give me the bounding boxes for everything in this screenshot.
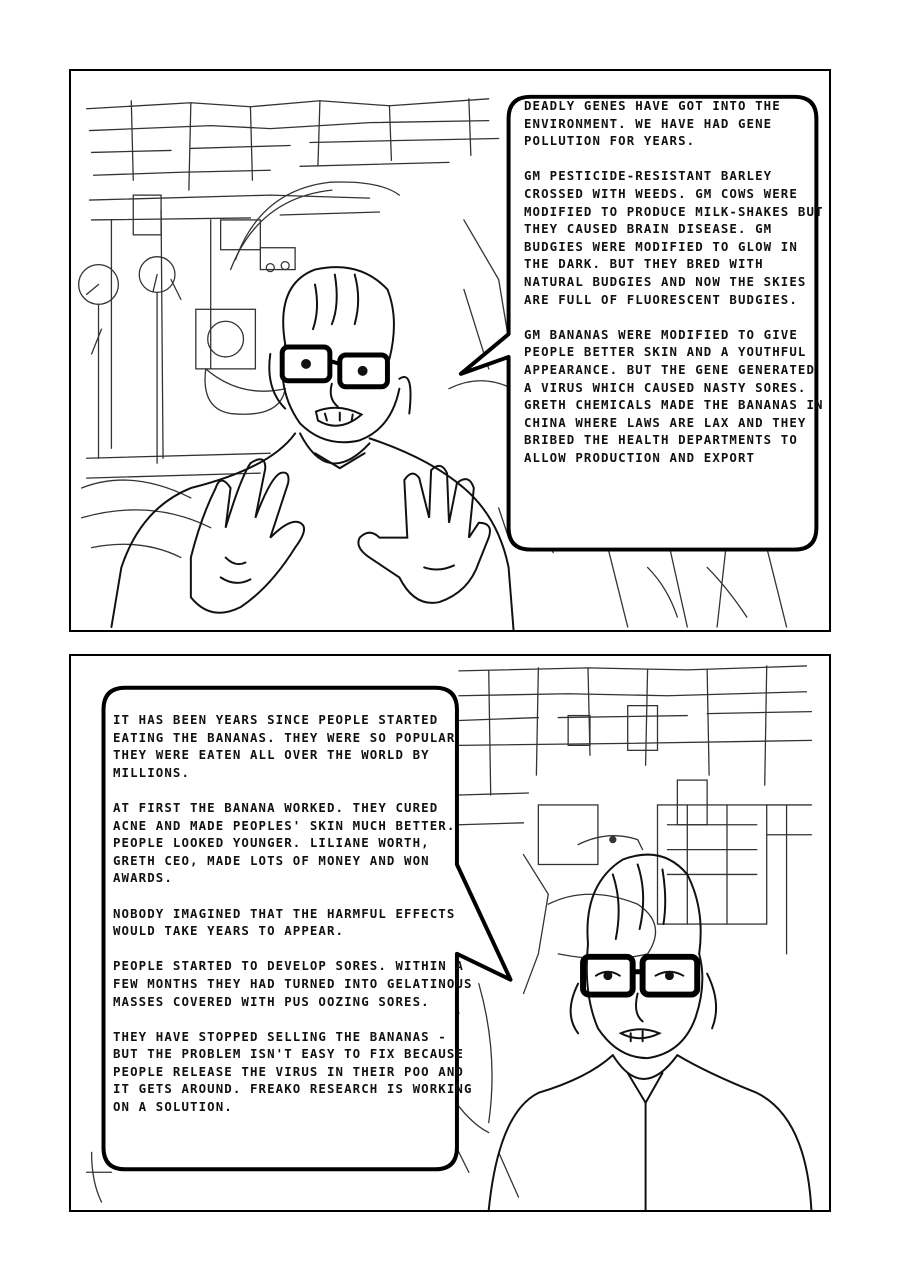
- speech-paragraph: GM BANANAS WERE MODIFIED TO GIVE PEOPLE BETTER SKIN AND A YOUTHFUL APPEARANCE. BUT THE GENE GENERATED A VIRUS WHICH CAUSED NASTY SORES. GRETH CHEMICALS MADE THE BANANAS IN CHINA WHERE LAWS ARE LAX AND THEY BRIBED THE HEALTH DEPARTMENTS TO ALLOW PRODUCTION AND EXPORT: [524, 326, 824, 465]
- speech-paragraph: DEADLY GENES HAVE GOT INTO THE ENVIRONMENT. WE HAVE HAD GENE POLLUTION FOR YEARS.: [524, 98, 781, 149]
- speech-bubble-2-text: [113, 711, 473, 1116]
- comic-panel-2: [69, 654, 831, 1212]
- speech-paragraph: GM PESTICIDE-RESISTANT BARLEY CROSSED WITH WEEDS. GM COWS WERE MODIFIED TO PRODUCE MILK-SHAKES BUT THEY CAUSED BRAIN DISEASE. GM BUDGIES WERE MODIFIED TO GLOW IN THE DARK. BUT THEY BRED WITH NATURAL BUDGIES AND NOW THE SKIES ARE FULL OF FLUORESCENT BUDGIES.: [524, 168, 824, 307]
- speech-paragraph: THEY HAVE STOPPED SELLING THE BANANAS - BUT THE PROBLEM ISN'T EASY TO FIX BECAUSE PEOPLE RELEASE THE VIRUS IN THEIR POO AND IT GETS AROUND. FREAKO RESEARCH IS WORKING ON A SOLUTION.: [113, 1028, 473, 1115]
- speech-bubble-1-text: [524, 97, 824, 466]
- speech-paragraph: IT HAS BEEN YEARS SINCE PEOPLE STARTED EATING THE BANANAS. THEY WERE SO POPULAR THEY WERE EATEN ALL OVER THE WORLD BY MILLIONS.: [113, 712, 456, 780]
- scientist-figure: [489, 855, 812, 1210]
- speech-paragraph: NOBODY IMAGINED THAT THE HARMFUL EFFECTS WOULD TAKE YEARS TO APPEAR.: [113, 905, 456, 939]
- comic-panel-1: [69, 69, 831, 632]
- speech-paragraph: AT FIRST THE BANANA WORKED. THEY CURED ACNE AND MADE PEOPLES' SKIN MUCH BETTER. PEOPLE LOOKED YOUNGER. LILIANE WORTH, GRETH CEO, MADE LOTS OF MONEY AND WON AWARDS.: [113, 799, 456, 886]
- scientist-figure: [111, 267, 513, 630]
- speech-paragraph: PEOPLE STARTED TO DEVELOP SORES. WITHIN A FEW MONTHS THEY HAD TURNED INTO GELATINOUS MASSES COVERED WITH PUS OOZING SORES.: [113, 958, 473, 1009]
